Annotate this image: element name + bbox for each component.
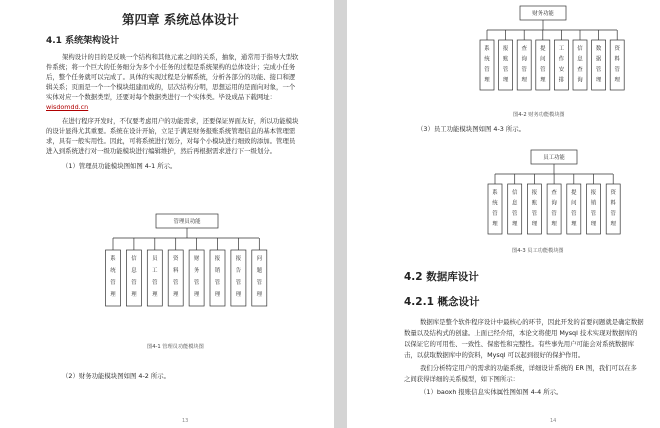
diagram-node-label: 理 — [614, 77, 620, 84]
diagram-node-label: 管 — [571, 211, 577, 217]
diagram-node-label: 销 — [590, 200, 597, 207]
diagram-node-label: 管 — [540, 67, 546, 73]
diagram-node-label: 系 — [492, 190, 498, 196]
diagram-node-label: 管 — [172, 280, 179, 286]
diagram-node-label: 询 — [577, 77, 583, 84]
diagram-node-label: 告 — [235, 268, 242, 274]
diagram-node-label: 管 — [492, 211, 498, 217]
diagram-node-label: 询 — [551, 200, 557, 207]
diagram-node-label: 理 — [502, 77, 509, 84]
diagram-node-label: 管 — [131, 280, 137, 286]
diagram-node-label: 查 — [577, 67, 583, 73]
diagram-node-label: 报 — [502, 46, 509, 52]
download-link[interactable]: wisdomdd.cn — [46, 103, 89, 111]
diagram-node-label: 统 — [110, 268, 116, 274]
diagram-node-label: 理 — [172, 292, 179, 298]
paragraph-line: 数据库是整个软件程序设计中最核心的环节，因此开发的首要问题就是确定数据 — [420, 318, 644, 326]
paragraph-line: 在进行程序开发时，不仅要考虑用户的功能需求，还要保证界面友好，所以功能模块 — [62, 117, 299, 125]
finance-function-diagram — [474, 2, 634, 94]
paragraph-line: 以保证它的可用性、一致性、保密性和完整性。有些事先用户可能会对系统数据库 — [404, 340, 635, 348]
diagram-node-label: 工 — [558, 46, 565, 52]
diagram-node-label: 管 — [214, 280, 221, 286]
diagram-node-label: 理 — [595, 77, 602, 84]
diagram-node-label: 报 — [235, 256, 242, 262]
diagram-node-label: 息 — [131, 268, 137, 274]
diagram-node-label: 管 — [614, 67, 620, 73]
diagram-node-label: 统 — [492, 200, 498, 207]
diagram-node-label: 管 — [595, 67, 602, 73]
diagram-node-label: 报 — [531, 190, 538, 196]
diagram-node-label: 料 — [614, 56, 620, 63]
diagram-node-label: 信 — [577, 46, 583, 52]
diagram-node-label: 理 — [214, 292, 221, 298]
section-heading-4-2-1: 4.2.1 概念设计 — [404, 296, 480, 308]
diagram-node-label: 问 — [540, 56, 546, 63]
diagram-node-label: 管 — [235, 280, 242, 286]
diagram-node-label: 理 — [610, 221, 616, 228]
paragraph-line: 件系统；将一个巨大的任务细分为多个小任务的过程是系统架构的总体设计；完成小任务 — [46, 63, 296, 71]
diagram-node-label: 息 — [577, 56, 583, 63]
paragraph-line: 架构设计的目的是反映一个结构和其他元素之间的关系，抽象，通常用于指导大型软 — [62, 53, 299, 61]
diagram-root-label: 管理员功能 — [173, 219, 201, 225]
diagram-root-label: 财务功能 — [532, 11, 554, 17]
chapter-title: 第四章 系统总体设计 — [122, 12, 239, 27]
diagram-root-label: 员工功能 — [543, 155, 565, 161]
diagram-node-label: 题 — [256, 268, 263, 274]
admin-function-diagram — [100, 210, 280, 308]
diagram-node-label: 排 — [558, 77, 565, 84]
diagram-node-label: 管 — [110, 280, 116, 286]
document-page-right — [347, 0, 660, 428]
paragraph-line: 进入到系统进行对一级功能模块进行编辑维护，然后再根据需求进行下一级划分。 — [46, 147, 277, 155]
diagram-node-label: 员 — [152, 256, 158, 262]
diagram-node-label: 理 — [492, 221, 498, 228]
diagram-node-label: 信 — [131, 256, 137, 262]
diagram-node-label: 系 — [484, 46, 490, 52]
diagram-node-label: 理 — [152, 292, 158, 298]
diagram-node-label: 询 — [521, 56, 527, 63]
diagram-node-label: 问 — [571, 200, 577, 207]
diagram-node-label: 资 — [172, 256, 179, 262]
diagram-node-label: 账 — [502, 56, 509, 63]
diagram-node-label: 料 — [172, 268, 179, 274]
diagram-node-label: 信 — [511, 190, 518, 196]
diagram-node-label: 数 — [595, 46, 602, 52]
diagram-node-label: 理 — [551, 221, 557, 228]
paragraph-line: 辑关系；页面是一个一个模块组建而成的，层次结构分明，思想运用的是面向对象，一个 — [46, 83, 296, 91]
diagram-node-label: 账 — [531, 200, 538, 207]
diagram-node-label: 报 — [214, 256, 221, 262]
page-number: 14 — [550, 418, 557, 424]
diagram-node-label: 系 — [110, 256, 116, 262]
diagram-node-label: 问 — [256, 256, 263, 262]
paragraph-line: 我们分析特定用户的需求的功能系统，详细设计系统的 ER 图，我们可以在多 — [420, 364, 638, 372]
diagram-node-label: 管 — [610, 211, 616, 217]
diagram-node-label: 查 — [551, 190, 557, 196]
diagram-node-label: 管 — [521, 67, 527, 73]
diagram-node-label: 理 — [235, 292, 242, 298]
paragraph-line: 的设计显得尤其重要。系统在设计开始，立足于满足财务报账系统管理信息的基本管理需 — [46, 127, 296, 135]
diagram-node-label: 管 — [193, 280, 200, 286]
diagram-node-label: 统 — [484, 56, 490, 63]
diagram-node-label: 提 — [571, 190, 577, 196]
diagram-node-label: 息 — [511, 200, 518, 207]
diagram-node-label: 理 — [531, 221, 538, 228]
paragraph-line: 后，整个任务就可以完成了。具体的实现过程是分解系统，分析各部分的功能、接口和逻 — [46, 73, 296, 81]
section-heading-4-1: 4.1 系统架构设计 — [46, 36, 120, 46]
page-number: 13 — [182, 418, 189, 424]
diagram-node-label: 管 — [502, 67, 509, 73]
diagram-node-label: 管 — [551, 211, 557, 217]
section-heading-4-2: 4.2 数据库设计 — [404, 271, 479, 283]
diagram-node-label: 理 — [256, 292, 263, 298]
diagram-node-label: 理 — [590, 221, 597, 228]
paragraph-line: 之间获得详细的关系模型，如下图所示： — [404, 375, 520, 383]
diagram-node-label: 作 — [558, 56, 565, 63]
diagram-node-label: 理 — [511, 221, 518, 228]
diagram-node-label: 理 — [110, 292, 116, 298]
diagram-node-label: 理 — [540, 77, 546, 84]
figure-caption: 图4-3 员工功能模块图 — [512, 248, 564, 254]
list-item: （1）管理员功能模块图如图 4-1 所示。 — [62, 162, 177, 170]
paragraph-line: 数量以及结构式的创建。上面已经介绍，本论文将使用 Mysql 技术实现对数据库的 — [404, 329, 638, 337]
diagram-node-label: 工 — [152, 268, 158, 274]
diagram-node-label: 管 — [590, 211, 597, 217]
diagram-node-label: 销 — [214, 268, 221, 274]
diagram-node-label: 据 — [595, 56, 602, 63]
paragraph-line: 击，以获取数据库中的资料，Mysql 可以起到很好的保护作用。 — [404, 351, 585, 359]
diagram-node-label: 管 — [531, 211, 538, 217]
diagram-node-label: 财 — [193, 256, 200, 262]
diagram-node-label: 安 — [558, 67, 565, 73]
list-item: （2）财务功能模块图如图 4-2 所示。 — [62, 372, 171, 380]
diagram-node-label: 报 — [590, 190, 597, 196]
list-item: （1）baoxh 报账信息实体属性图如图 4-4 所示。 — [420, 388, 563, 396]
list-item: （3）员工功能模块图如图 4-3 所示。 — [417, 125, 526, 133]
figure-caption: 图4-2 财务功能模块图 — [513, 112, 565, 118]
diagram-node-label: 理 — [521, 77, 527, 84]
diagram-node-label: 理 — [484, 77, 490, 84]
diagram-node-label: 资 — [610, 190, 616, 196]
figure-caption: 图4-1 管理员功能模块图 — [147, 344, 204, 350]
diagram-node-label: 理 — [571, 221, 577, 228]
diagram-node-label: 务 — [193, 268, 200, 274]
diagram-node-label: 资 — [614, 46, 620, 52]
diagram-node-label: 管 — [511, 211, 518, 217]
diagram-node-label: 提 — [540, 46, 546, 52]
diagram-node-label: 管 — [256, 280, 263, 286]
diagram-node-label: 管 — [152, 280, 158, 286]
diagram-node-label: 理 — [131, 292, 137, 298]
diagram-node-label: 理 — [193, 292, 200, 298]
diagram-node-label: 查 — [521, 46, 527, 52]
diagram-node-label: 管 — [484, 67, 490, 73]
paragraph-line: 实体对应一个数据类型，还要对每个数据类进行一个实体类。毕设成品下载网址： — [46, 93, 277, 101]
paragraph-line: 求，具有一般实用性。因此，可将系统进行划分，对每个小模块进行细致的添加。管理员 — [46, 137, 296, 145]
diagram-node-label: 料 — [610, 200, 616, 207]
employee-function-diagram — [482, 146, 632, 238]
